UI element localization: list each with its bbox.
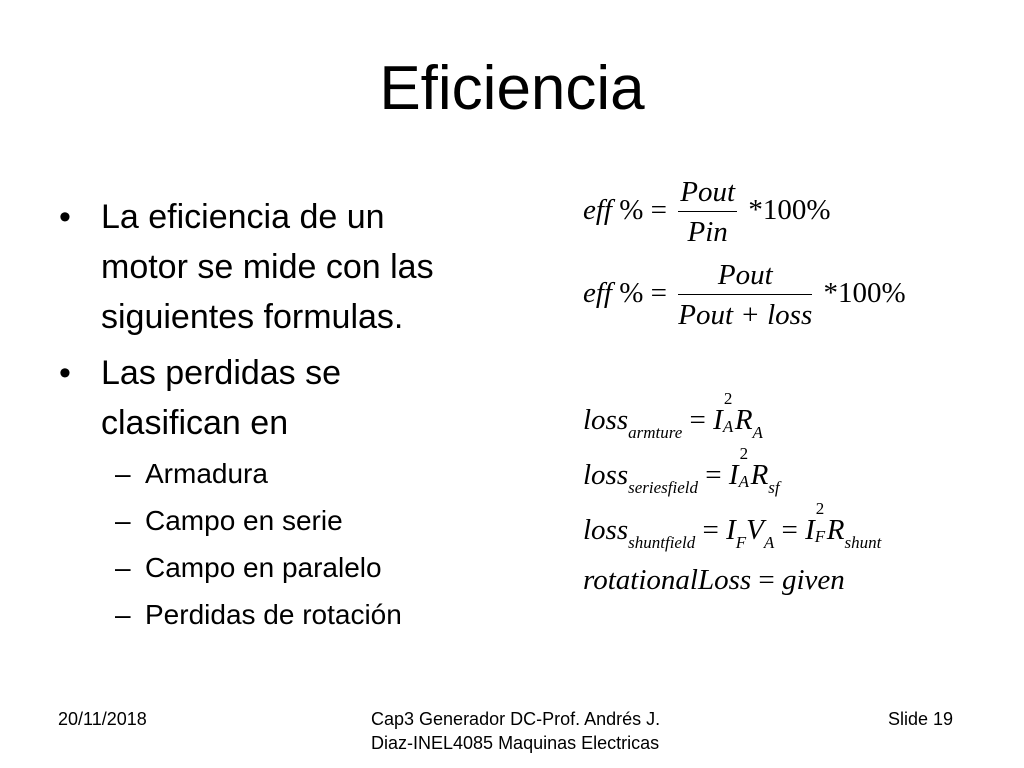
superscript-2: 2 xyxy=(739,444,749,463)
fraction xyxy=(678,261,812,330)
resistance-symbol: R xyxy=(826,514,845,546)
armature-loss-formula xyxy=(583,389,763,442)
equals-sign: = xyxy=(781,514,798,546)
sup-sub-stack xyxy=(738,444,751,491)
footer-center-text xyxy=(371,707,660,755)
dash-mark: – xyxy=(115,552,131,583)
times-100-percent: *100% xyxy=(823,277,906,310)
footer-slide-number: Slide 19 xyxy=(888,709,954,729)
subscript-f: F xyxy=(735,533,747,552)
dash-mark: – xyxy=(115,505,131,536)
loss-label: loss xyxy=(583,404,629,436)
footer-date: 20/11/2018 xyxy=(58,709,147,729)
numerator: Pout xyxy=(678,261,812,295)
subscript-shunt: shuntfield xyxy=(628,533,696,552)
subscript-f: F xyxy=(814,527,826,546)
loss-label: loss xyxy=(583,459,629,491)
series-field-loss-formula xyxy=(583,444,780,497)
equals-sign: = xyxy=(702,514,719,546)
sub-bullet-item xyxy=(55,591,475,638)
equals-sign: = xyxy=(650,277,668,310)
fraction xyxy=(678,178,737,247)
denominator: Pout + loss xyxy=(678,299,813,331)
equals-sign: = xyxy=(689,404,706,436)
dash-mark: – xyxy=(115,458,131,489)
sub-bullet-text: Campo en paralelo xyxy=(145,552,382,583)
sup-sub-stack xyxy=(814,499,827,546)
dash-mark: – xyxy=(115,599,131,630)
current-symbol: I xyxy=(713,404,723,436)
rotational-loss-label: rotationalLoss xyxy=(583,564,752,596)
given-label: given xyxy=(782,564,845,596)
denominator: Pin xyxy=(687,216,728,248)
bullet-mark: • xyxy=(59,354,71,392)
sub-bullet-item xyxy=(55,544,475,591)
sub-bullet-text: Campo en serie xyxy=(145,505,343,536)
sub-bullet-text: Armadura xyxy=(145,458,268,489)
equals-sign: = xyxy=(758,564,775,596)
subscript-a: A xyxy=(763,533,775,552)
current-symbol: I xyxy=(726,514,736,546)
bullet-item xyxy=(55,348,475,448)
subscript-series: seriesfield xyxy=(628,478,699,497)
bullet-text: La eficiencia de un motor se mide con las siguientes formulas. xyxy=(101,198,434,336)
sub-bullet-item xyxy=(55,497,475,544)
subscript-armature: armture xyxy=(628,423,683,442)
times-100-percent: *100% xyxy=(748,194,831,227)
subscript-a: A xyxy=(722,417,734,436)
voltage-symbol: V xyxy=(746,514,764,546)
efficiency-formula-2 xyxy=(583,261,906,330)
loss-label: loss xyxy=(583,514,629,546)
percent-sign: % xyxy=(619,277,644,310)
current-symbol: I xyxy=(805,514,815,546)
sub-bullet-item xyxy=(55,450,475,497)
subscript-sf: sf xyxy=(768,478,780,497)
bullet-mark: • xyxy=(59,198,71,236)
footer-line-2: Diaz-INEL4085 Maquinas Electricas xyxy=(371,733,660,753)
resistance-symbol: R xyxy=(734,404,753,436)
numerator: Pout xyxy=(678,178,737,212)
subscript-a: A xyxy=(752,423,763,442)
footer-line-1: Cap3 Generador DC-Prof. Andrés J. xyxy=(371,709,661,729)
bullet-item xyxy=(55,192,475,342)
bullet-list xyxy=(55,192,475,638)
bullet-text: Las perdidas se clasifican en xyxy=(101,354,342,442)
sub-bullet-text: Perdidas de rotación xyxy=(145,599,402,630)
equals-sign: = xyxy=(705,459,722,491)
sup-sub-stack xyxy=(722,389,735,436)
slide-title: Eficiencia xyxy=(379,54,645,123)
eff-label: eff xyxy=(583,194,612,227)
percent-sign: % xyxy=(619,194,644,227)
superscript-2: 2 xyxy=(815,499,825,518)
resistance-symbol: R xyxy=(750,459,769,491)
subscript-shunt-r: shunt xyxy=(844,533,882,552)
shunt-field-loss-formula xyxy=(583,499,882,552)
subscript-a: A xyxy=(738,472,749,491)
efficiency-formula-1 xyxy=(583,178,830,247)
superscript-2: 2 xyxy=(723,389,733,408)
rotational-loss-formula xyxy=(583,566,845,595)
equals-sign: = xyxy=(650,194,668,227)
current-symbol: I xyxy=(728,459,739,491)
eff-label: eff xyxy=(583,277,612,310)
